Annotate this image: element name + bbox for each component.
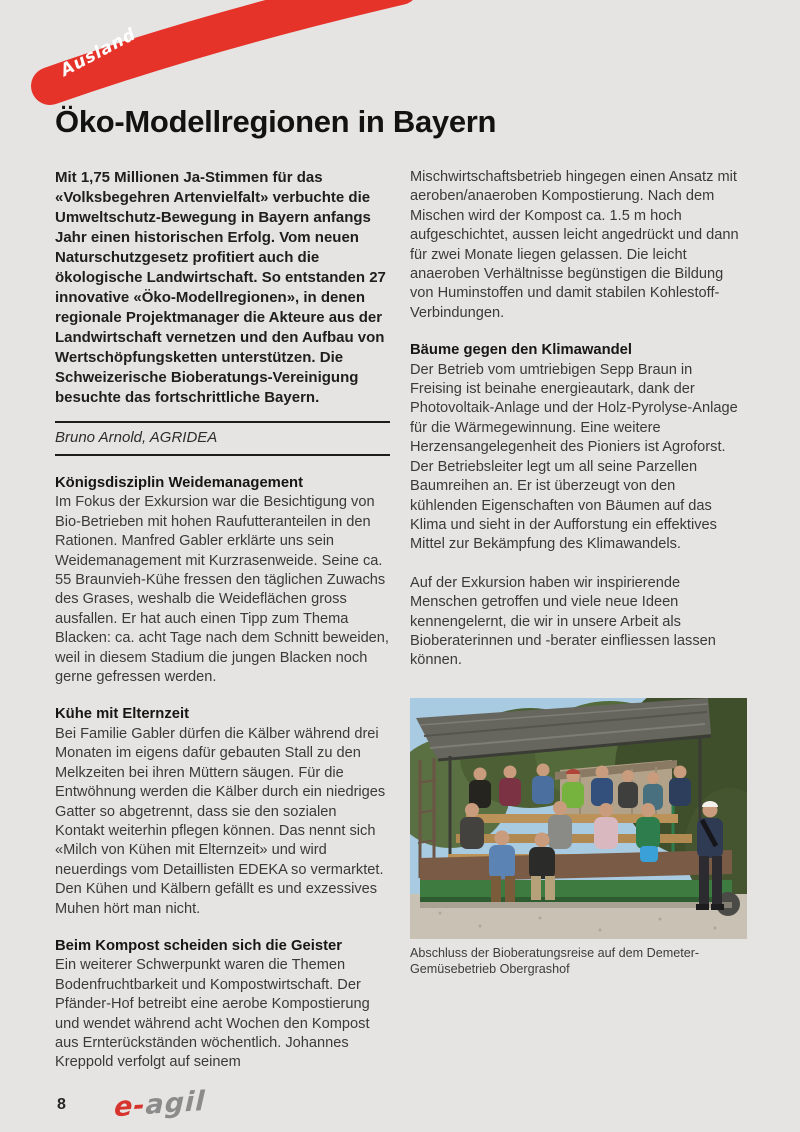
paragraph-fazit: Auf der Exkursion haben wir inspirierende Menschen getroffen und viele neue Ideen kennengelernt, die wir in unsere Arbeit als Bioberaterinnen und -berater einfliessen lassen können.	[410, 574, 716, 669]
section-heading: Königsdisziplin Weidemanagement	[55, 475, 304, 491]
left-column	[55, 168, 390, 1073]
section-heading: Beim Kompost scheiden sich die Geister	[55, 937, 342, 954]
section-klimawandel	[410, 341, 745, 554]
byline: Bruno Arnold, AGRIDEA	[55, 429, 218, 446]
byline-block	[55, 421, 390, 456]
section-body: Im Fokus der Exkursion war die Besichtigung von Bio-Betrieben mit hohen Raufutteranteilen in den Rationen. Manfred Gabler erklärte uns sein Weidemanagement mit Kurzrasenweide. Seine ca. 55 Braunvieh-Kühe fressen den täglichen Zuwachs des Grases, weshalb die Weideflächen gross ausfallen. Er hat auch einen Tipp zum Thema Blacken: ca. acht Tage nach dem Schnitt beweiden, weil in diesem Stadium die jungen Blacken noch gerne gefressen werden.	[55, 494, 389, 686]
section-elternzeit	[55, 705, 390, 918]
logo-suffix: agil	[144, 1085, 206, 1122]
article-lead: Mit 1,75 Millionen Ja-Stimmen für das «Volksbegehren Artenvielfalt» verbuchte die Umweltschutz-Bewegung in Bayern anfangs Jahr einen historischen Erfolg. Vom neuen Naturschutzgesetz profitiert auch die ökologische Landwirtschaft. So entstanden 27 innovative «Öko-Modellregionen», in denen regionale Projektmanager die Akteure aus der Landwirtschaft vernetzen und den Aufbau von Wertschöpfungsketten unterstützen. Die Schweizerische Bioberatungs-Vereinigung besuchte das fortschrittliche Bayern.	[55, 169, 386, 406]
logo-prefix: e-	[113, 1089, 147, 1124]
page-number: 8	[57, 1095, 66, 1113]
category-label: Ausland	[57, 24, 140, 81]
section-body: Der Betrieb vom umtriebigen Sepp Braun in Freising ist beinahe energieautark, dank der Photovoltaik-Anlage und der Holz-Pyrolyse-Anlage für die Wärmegewinnung. Eine weitere Herzensangelegenheit des Pioniers ist Agroforst. Der Betriebsleiter legt um all seine Parzellen Baumreihen an. Er ist überzeugt von den kühlenden Eigenschaften von Bäumen auf das Klima und sieht in der Aufforstung ein effektives Mittel zur Bekämpfung des Klimawandels.	[410, 361, 738, 553]
page-footer	[57, 1085, 206, 1124]
paragraph-kompost-continuation: Mischwirtschaftsbetrieb hingegen einen Ansatz mit aeroben/anaeroben Kompostierung. Nach dem Mischen wird der Kompost ca. 1.5 m hoch aufgeschichtet, aussen leicht angedrückt und dann für zwei Monate liegen gelassen. Die leicht anaeroben Verhältnisse begünstigen die Bildung von Huminstoffen und damit stabilen Kohlestoff-Verbindungen.	[410, 169, 739, 321]
section-weidemanagement	[55, 474, 390, 687]
section-body: Bei Familie Gabler dürfen die Kälber während drei Monaten im eigens dafür gebauten Stall zu den Melkzeiten bei ihren Müttern säugen. Für die Entwöhnung werden die Kälber durch ein niedriges Gatter so abgetrennt, dass sie den sozialen Kontakt weiterhin pflegen können. Das nennt sich «Milch von Kühen mit Elternzeit» und wird neuerdings vom Detaillisten EDEKA so vermarktet. Den Kühen und Kälbern gefällt es und exzessives Muhen hört man nicht.	[55, 725, 386, 917]
right-column	[410, 168, 745, 1073]
photo-caption: Abschluss der Bioberatungsreise auf dem Demeter-Gemüsebetrieb Obergrashof	[410, 945, 700, 977]
e-agil-logo	[113, 1086, 205, 1124]
section-heading: Bäume gegen den Klimawandel	[410, 342, 633, 359]
article-body	[55, 168, 745, 1073]
group-photo	[410, 698, 747, 939]
group-photo-figure	[410, 698, 747, 978]
section-body: Ein weiterer Schwerpunkt waren die Themen Bodenfruchtbarkeit und Kompostwirtschaft. Der Pfänder-Hof betreibt eine aerobe Kompostierung und wendet während acht Wochen den Kompost aus Ernterückständen wöchentlich. Johannes Kreppold verfolgt auf seinem	[55, 957, 370, 1071]
section-kompost	[55, 937, 390, 1073]
section-heading: Kühe mit Elternzeit	[55, 706, 190, 723]
article-title: Öko-Modellregionen in Bayern	[55, 104, 497, 139]
